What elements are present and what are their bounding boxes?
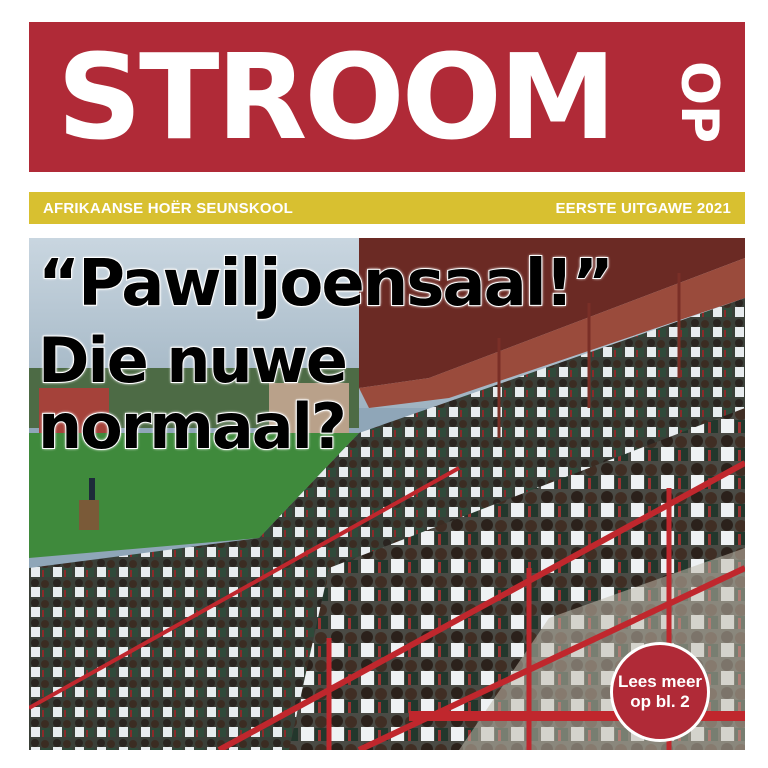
school-name: AFRIKAANSE HOËR SEUNSKOOL xyxy=(43,199,294,217)
read-more-badge[interactable] xyxy=(610,642,710,742)
masthead-suffix-text: OP xyxy=(669,60,729,144)
masthead xyxy=(29,22,745,172)
headline-line-2: Die nuwe xyxy=(38,324,346,397)
headline-line-3: normaal? xyxy=(38,390,345,463)
badge-line-2: op bl. 2 xyxy=(630,692,690,711)
masthead-title-suffix xyxy=(669,52,729,152)
headline-line-1: “Pawiljoensaal!” xyxy=(38,247,612,321)
masthead-title: STROOM xyxy=(57,28,614,166)
edition-label: EERSTE UITGAWE 2021 xyxy=(555,199,731,217)
badge-line-1: Lees meer xyxy=(617,672,703,691)
info-bar xyxy=(29,192,745,224)
